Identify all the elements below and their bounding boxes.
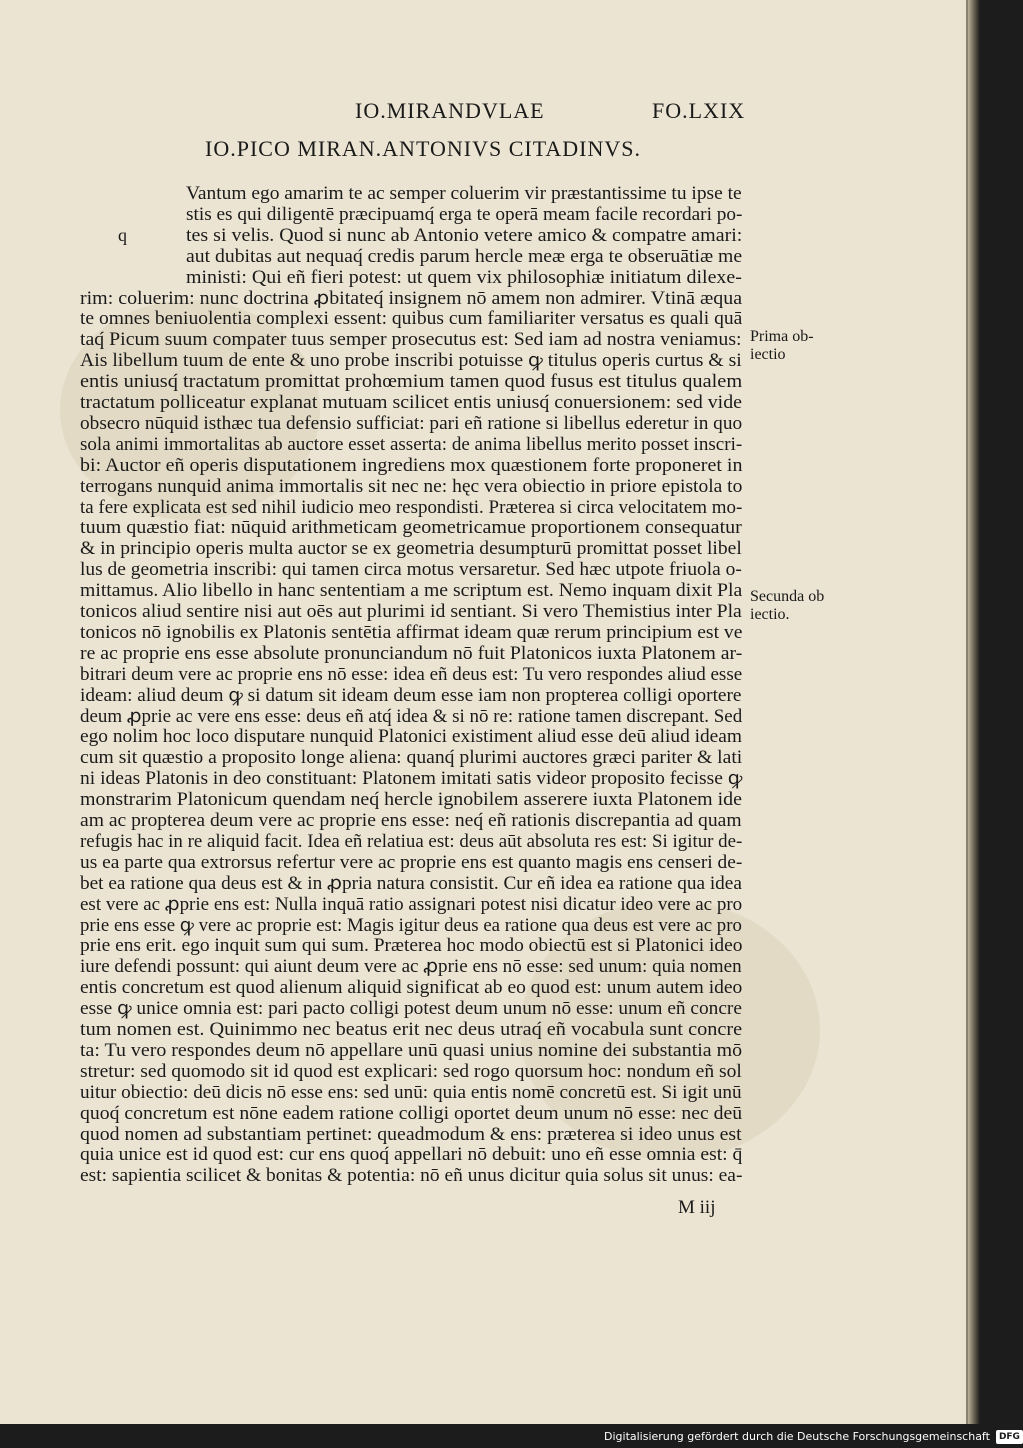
text-line: stis es qui diligentē præcipuamq́ erga te operā meam facile recordari po-: [186, 204, 743, 225]
text-line: tractatum polliceatur explanat mutuam scilicet entis uniusq́ conuersionem: sed vide: [80, 393, 742, 413]
text-line: tonicos aliud sentire nisi aut oēs aut plurimi id sentiant. Si vero Themistius inter Pla: [80, 602, 742, 622]
text-line: sola animi immortalitas ab auctore esset asserta: de anima libellus merito posset inscri-: [80, 434, 743, 455]
text-line: te omnes beniuolentia complexi essent: quibus cum familiariter versatus es quali quā: [80, 309, 743, 330]
text-line: ni ideas Platonis in deo constituant: Platonem imitati satis videor proposito fecisse ꝙ: [80, 769, 743, 790]
marginal-note-line: iectio: [750, 346, 786, 363]
marginal-note-line: Secunda ob: [750, 588, 825, 605]
text-line: lus de geometria inscribi: qui tamen circa motus versaretur. Sed hæc utpote friuola o-: [80, 560, 742, 581]
initial-guide-letter: q: [118, 225, 127, 245]
footer-credit-text: Digitalisierung gefördert durch die Deutsche Forschungsgemeinschaft: [604, 1430, 990, 1443]
page-edge-shadow: [968, 0, 980, 1424]
text-line: iure defendi possunt: qui aiunt deum vere ac ꝓprie ens nō esse: sed unum: quia nomen: [80, 957, 742, 978]
text-line: tes si velis. Quod si nunc ab Antonio vetere amico & compatre amari:: [186, 225, 743, 246]
text-line: aut dubitas aut nequaq́ credis parum hercle meæ erga te obseruātiæ me: [186, 246, 743, 267]
text-line: am ac propterea deum vere ac proprie ens esse: neq́ eñ rationis discrepantia ad quam: [80, 811, 742, 831]
text-line: tum nomen est. Quinimmo nec beatus erit nec deus utraq́ eñ vocabula sunt concre: [80, 1020, 743, 1040]
text-line: ta fere explicata est sed nihil iudicio meo respondisti. Præterea si circa velocitatem mo-: [80, 497, 743, 518]
text-line: terrogans nunquid anima immortalis sit nec ne: hęc vera obiectio in priore epistola to: [80, 476, 743, 497]
text-line: quia unice est id quod est: cur ens quoq́ appellari nō debuit: uno eñ esse omnia est: q̄: [80, 1145, 743, 1166]
text-line: cum sit quæstio a proposito longe aliena: quanq́ plurimi auctores græci pariter & lati: [80, 748, 743, 769]
folio-number: FO.LXIX: [652, 98, 746, 123]
text-line: stretur: sed quomodo sit id quod est explicari: sed rogo quorsum hoc: nondum eñ sol: [80, 1061, 742, 1082]
signature-mark: M iij: [678, 1197, 716, 1218]
text-line: entis concretum est quod alienum aliquid significat ab eo quod est: unum autem ideo: [80, 978, 743, 999]
text-line: ta: Tu vero respondes deum nō appellare unū quasi unius nomine dei substantia mō: [80, 1040, 743, 1061]
text-line: monstrarim Platonicum quendam neq́ hercle ignobilem asserere iuxta Platonem ide: [80, 790, 742, 811]
text-line: Ais libellum tuum de ente & uno probe inscribi potuisse ꝙ titulus operis curtus & si: [80, 351, 742, 372]
text-line: taq́ Picum suum compater tuus semper prosecutus est: Sed iam ad nostra veniamus:: [80, 330, 742, 351]
text-line: & in principio operis multa auctor se ex geometria desumpturū promittat posset libel: [80, 539, 742, 560]
text-line: est: sapientia scilicet & bonitas & potentia: nō eñ unus dicitur quia solus sit unus: ea-: [80, 1166, 743, 1187]
text-line: uitur obiectio: deū dicis nō esse ens: sed unū: quia entis nomē concretū est. Si igit unū: [80, 1082, 742, 1103]
text-line: quod nomen ad substantiam pertinet: queadmodum & ens: præterea si ideo unus est: [80, 1124, 742, 1145]
marginal-note-secunda-obiectio: [750, 588, 824, 624]
text-line: ministi: Qui eñ fieri potest: ut quem vix philosophiæ initiatum dilexe-: [186, 267, 742, 288]
running-head-author: IO.MIRANDVLAE: [355, 98, 545, 123]
marginal-note-prima-obiectio: [750, 328, 814, 364]
text-line: prie ens erit. ego inquit sum qui sum. Præterea hoc modo obiectū est si Platonici ideo: [80, 936, 743, 957]
text-line: entis uniusq́ tractatum promittat prohœmium tamen quod fusus est titulus qualem: [80, 372, 743, 393]
text-line: mittamus. Alio libello in hanc sententiam a me scriptum est. Nemo inquam dixit Pla: [80, 581, 743, 602]
text-line: bet ea ratione qua deus est & in ꝓpria natura consistit. Cur eñ idea ea ratione qua idea: [80, 873, 742, 894]
text-line: est vere ac ꝓprie ens est: Nulla inquā ratio assignari potest nisi dicatur ideo vere ac pro: [80, 894, 743, 915]
letter-title: IO.PICO MIRAN.ANTONIVS CITADINVS.: [205, 136, 642, 161]
text-line: prie ens esse ꝙ vere ac proprie est: Magis igitur deus ea ratione qua deus est vere ac pro: [80, 915, 742, 936]
text-line: quoq́ concretum est nōne eadem ratione colligi oportet deum unum nō esse: nec deū: [80, 1103, 743, 1124]
text-line: tuum quæstio fiat: nūquid arithmeticam geometricamue proportionem consequatur: [80, 518, 742, 539]
text-line: rim: coluerim: nunc doctrina ꝓbitateq́ insignem nō amem non admirer. Vtinā æqua: [80, 288, 743, 309]
dfg-logo-icon: DFG: [996, 1430, 1023, 1444]
marginal-note-line: iectio.: [750, 606, 790, 623]
text-line: Vantum ego amarim te ac semper coluerim vir præstantissime tu ipse te: [186, 184, 742, 204]
text-line: tonicos nō ignobilis ex Platonis sentētia affirmat ideam quæ rerum principium est ve: [80, 622, 743, 643]
text-line: ideam: aliud deum ꝙ si datum sit ideam deum esse iam non propterea colligi oportere: [80, 685, 742, 706]
text-line: bi: Auctor eñ operis disputationem ingrediens mox quæstionem forte proponeret in: [80, 455, 743, 476]
marginal-note-line: Prima ob-: [750, 328, 814, 345]
text-line: esse ꝙ unice omnia est: pari pacto colligi potest deum unum nō esse: unum eñ concre: [80, 999, 742, 1020]
text-line: re ac proprie ens esse absolute pronunciandum nō fuit Platonicos iuxta Platonem ar-: [80, 643, 743, 664]
text-line: deum ꝓprie ac vere ens esse: deus eñ atq́ idea & si nō re: ratione tamen discrepant. Sed: [80, 706, 743, 727]
text-line: bitrari deum vere ac proprie ens nō esse: idea eñ deus est: Tu vero respondes aliud esse: [80, 664, 743, 685]
text-line: refugis hac in re aliquid facit. Idea eñ relatiua est: deus aūt absoluta res est: Si igitur de-: [80, 831, 743, 852]
text-line: us ea parte qua extrorsus refertur vere ac proprie ens est quanto magis ens censeri de-: [80, 852, 743, 873]
text-line: ego nolim hoc loco disputare nunquid Platonici existiment aliud esse deū aliud ideam: [80, 727, 742, 748]
text-line: obsecro nūquid isthæc tua defensio sufficiat: pari eñ ratione si libellus ederetur in quo: [80, 413, 743, 434]
digitization-footer: [604, 1425, 1020, 1448]
